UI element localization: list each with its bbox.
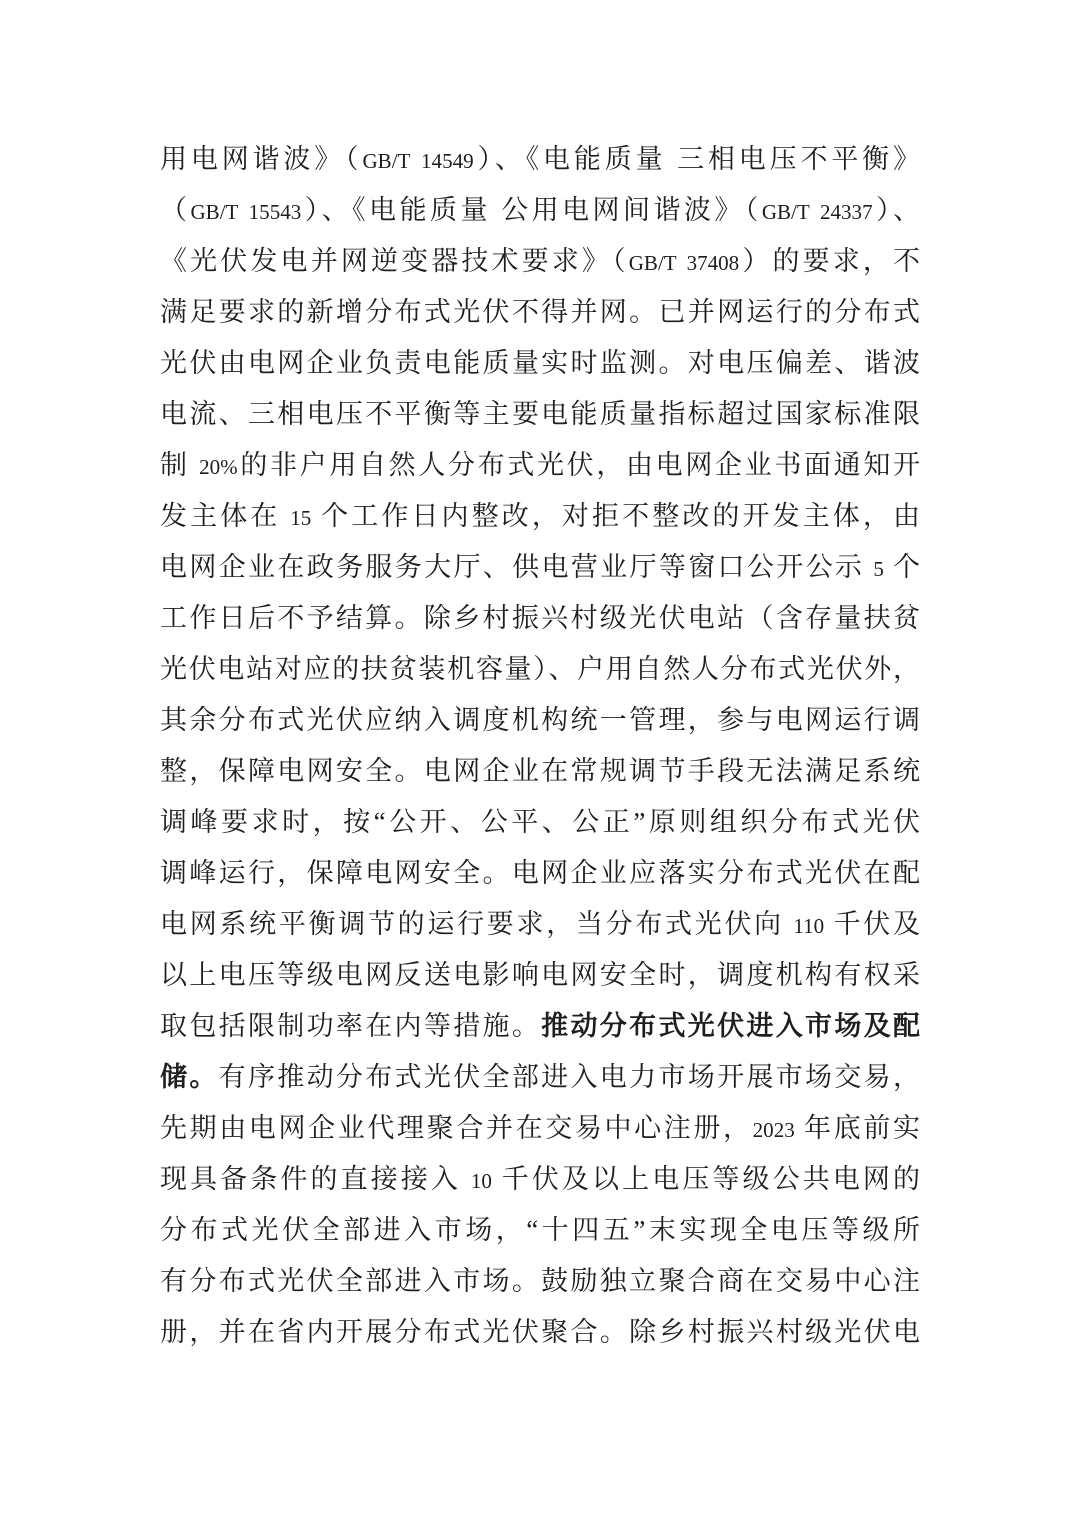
text-line — [160, 1205, 920, 1256]
text-segment: 制 20%的非户用自然人分布式光伏，由电网企业书面通知开 — [160, 450, 921, 480]
text-line — [160, 287, 920, 338]
text-segment: 电网系统平衡调节的运行要求，当分布式光伏向 110 千伏及 — [160, 909, 920, 939]
latin-text-run: GB/T — [628, 251, 677, 275]
text-line — [160, 1154, 920, 1205]
latin-text-run: GB/T — [761, 200, 810, 224]
text-line — [160, 389, 920, 440]
text-line — [160, 848, 920, 899]
text-segment: 册，并在省内开展分布式光伏聚合。除乡村振兴村级光伏电 — [160, 1317, 920, 1347]
latin-text-run: 15 — [290, 506, 312, 530]
text-line — [160, 542, 920, 593]
text-segment: 电网企业在政务服务大厅、供电营业厅等窗口公开公示 5 个 — [160, 552, 921, 582]
text-segment: 发主体在 15 个工作日内整改，对拒不整改的开发主体，由 — [160, 501, 921, 531]
text-segment: 《光伏发电并网逆变器技术要求》（GB/T 37408）的要求，不 — [160, 246, 921, 276]
text-segment: 有分布式光伏全部进入市场。鼓励独立聚合商在交易中心注 — [160, 1266, 920, 1296]
text-segment: 其余分布式光伏应纳入调度机构统一管理，参与电网运行调 — [160, 705, 920, 735]
text-line — [160, 746, 920, 797]
text-segment: 调峰运行，保障电网安全。电网企业应落实分布式光伏在配 — [160, 858, 920, 888]
text-segment: 工作日后不予结算。除乡村振兴村级光伏电站（含存量扶贫 — [160, 603, 920, 633]
text-line — [160, 491, 920, 542]
text-segment: 用电网谐波》（GB/T 14549）、《电能质量 三相电压不平衡》 — [160, 144, 921, 174]
text-segment: （GB/T 15543）、《电能质量 公用电网间谐波》（GB/T 24337）、 — [160, 195, 921, 225]
latin-text-run: 15543 — [248, 200, 302, 224]
text-line — [160, 338, 920, 389]
text-segment: 光伏电站对应的扶贫装机容量）、户用自然人分布式光伏外， — [160, 654, 920, 684]
latin-text-run: GB/T — [190, 200, 239, 224]
latin-text-run: 37408 — [686, 251, 740, 275]
latin-text-run: 14549 — [421, 149, 474, 173]
bold-text-segment: 储。 — [160, 1062, 219, 1092]
latin-text-run: 2023 — [752, 1118, 795, 1142]
text-segment: 分布式光伏全部进入市场，“十四五”末实现全电压等级所 — [160, 1215, 920, 1245]
latin-text-run: GB/T — [362, 149, 411, 173]
text-line — [160, 1001, 920, 1052]
text-line — [160, 695, 920, 746]
latin-text-run: 5 — [873, 557, 884, 581]
latin-text-run: 10 — [470, 1169, 492, 1193]
latin-text-run: 110 — [793, 914, 825, 938]
text-segment: 以上电压等级电网反送电影响电网安全时，调度机构有权采 — [160, 960, 920, 990]
text-line — [160, 644, 920, 695]
text-line — [160, 236, 920, 287]
text-line — [160, 950, 920, 1001]
text-line — [160, 899, 920, 950]
text-line — [160, 1307, 920, 1358]
latin-text-run: 20% — [199, 455, 238, 479]
document-text-block — [160, 134, 920, 1358]
text-segment: 电流、三相电压不平衡等主要电能质量指标超过国家标准限 — [160, 399, 920, 429]
text-line — [160, 1052, 920, 1103]
text-segment: 整，保障电网安全。电网企业在常规调节手段无法满足系统 — [160, 756, 920, 786]
text-segment: 先期由电网企业代理聚合并在交易中心注册，2023 年底前实 — [160, 1113, 921, 1143]
text-line — [160, 593, 920, 644]
text-segment: 有序推动分布式光伏全部进入电力市场开展市场交易， — [218, 1062, 920, 1092]
text-segment: 现具备条件的直接接入 10 千伏及以上电压等级公共电网的 — [160, 1164, 921, 1194]
text-segment: 调峰要求时，按“公开、公平、公正”原则组织分布式光伏 — [160, 807, 920, 837]
text-line — [160, 134, 920, 185]
text-line — [160, 185, 920, 236]
text-segment: 取包括限制功率在内等措施。 — [160, 1011, 542, 1041]
text-segment: 满足要求的新增分布式光伏不得并网。已并网运行的分布式 — [160, 297, 920, 327]
text-line — [160, 440, 920, 491]
text-line — [160, 797, 920, 848]
text-segment: 光伏由电网企业负责电能质量实时监测。对电压偏差、谐波 — [160, 348, 920, 378]
bold-text-segment: 推动分布式光伏进入市场及配 — [541, 1011, 921, 1041]
text-line — [160, 1256, 920, 1307]
latin-text-run: 24337 — [819, 200, 873, 224]
text-line — [160, 1103, 920, 1154]
